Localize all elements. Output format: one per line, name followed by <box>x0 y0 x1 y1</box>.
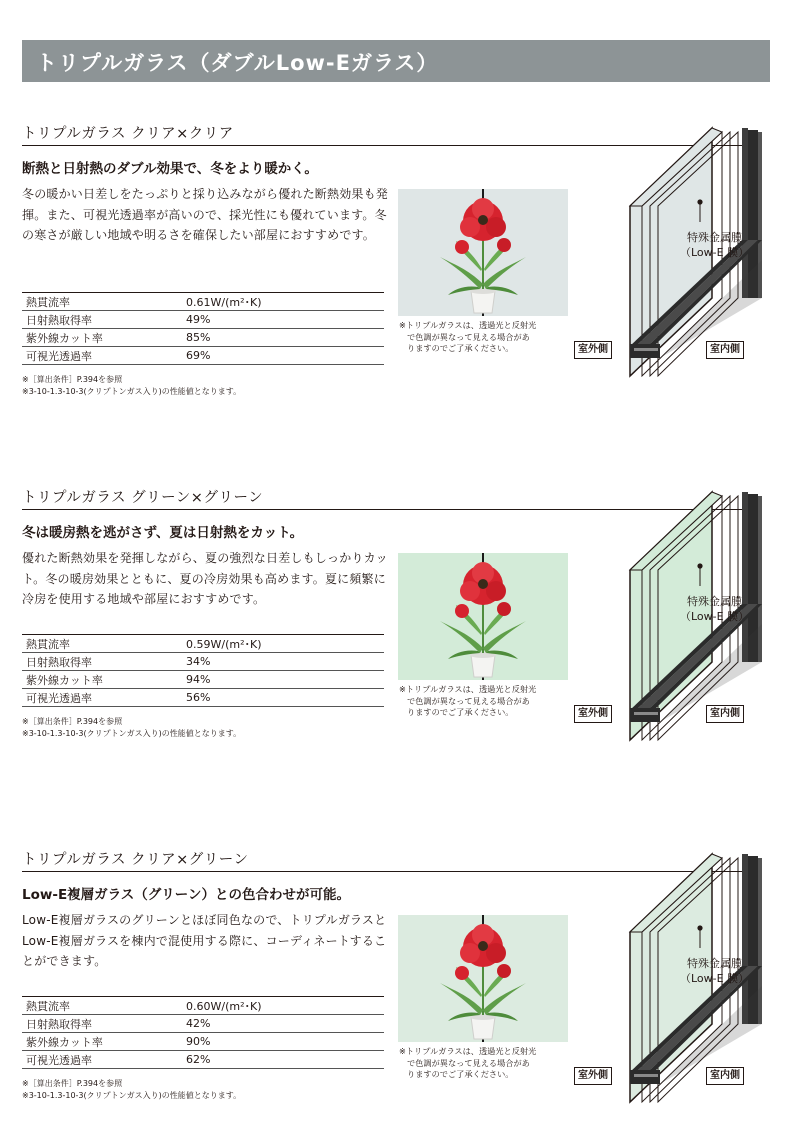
indoor-side-label: 室内側 <box>706 705 744 723</box>
spec-value: 56% <box>182 689 384 707</box>
spec-value: 85% <box>182 329 384 347</box>
spec-label: 可視光透過率 <box>22 689 182 707</box>
spec-table <box>22 292 384 365</box>
film-label-line: 特殊金属膜 <box>687 595 743 608</box>
spec-label: 可視光透過率 <box>22 347 182 365</box>
note-performance: ※3-10-1.3-10-3(クリプトンガス入り)の性能値となります。 <box>22 387 242 396</box>
section-subtitle: 断熱と日射熱のダブル効果で、冬をより暖かく。 <box>22 161 318 177</box>
spec-label: 日射熱取得率 <box>22 1015 182 1033</box>
spec-row <box>22 671 384 689</box>
section-subtitle: Low-E複層ガラス（グリーン）との色合わせが可能。 <box>22 887 350 903</box>
spec-value: 62% <box>182 1051 384 1069</box>
section-clear-clear <box>0 122 800 422</box>
spec-table <box>22 996 384 1069</box>
note-performance: ※3-10-1.3-10-3(クリプトンガス入り)の性能値となります。 <box>22 729 242 738</box>
spec-label: 紫外線カット率 <box>22 671 182 689</box>
section-title: トリプルガラス クリア×グリーン <box>22 852 249 868</box>
film-label-line: （Low-E 膜） <box>680 972 750 985</box>
spec-label: 熱貫流率 <box>22 293 182 311</box>
caption-line: ※トリプルガラスは、透過光と反射光 <box>399 1046 537 1056</box>
flower-photo <box>398 553 568 680</box>
page-banner <box>22 40 770 82</box>
spec-table <box>22 634 384 707</box>
page-title: トリプルガラス（ダブルLow-Eガラス） <box>36 51 439 75</box>
caption-line: ※トリプルガラスは、透過光と反射光 <box>399 320 537 330</box>
spec-row <box>22 311 384 329</box>
section-green-green <box>0 486 800 786</box>
spec-value: 0.61W/(m²･K) <box>182 293 384 311</box>
film-label-line: 特殊金属膜 <box>687 231 743 244</box>
spec-value: 69% <box>182 347 384 365</box>
spec-row <box>22 997 384 1015</box>
film-label-line: （Low-E 膜） <box>680 246 750 259</box>
photo-caption <box>399 320 536 355</box>
caption-line: で色調が異なって見える場合があ <box>407 695 530 706</box>
note-calc-condition: ※［算出条件］P.394を参照 <box>22 375 123 384</box>
low-e-film-label <box>680 956 749 986</box>
spec-row <box>22 329 384 347</box>
photo-caption <box>399 1046 536 1081</box>
section-subtitle: 冬は暖房熱を逃がさず、夏は日射熱をカット。 <box>22 525 304 541</box>
flower-photo <box>398 915 568 1042</box>
outdoor-side-label: 室外側 <box>574 705 612 723</box>
caption-line: で色調が異なって見える場合があ <box>407 1057 530 1068</box>
spec-label: 紫外線カット率 <box>22 329 182 347</box>
caption-line: りますのでご了承ください。 <box>407 1069 514 1079</box>
indoor-side-label: 室内側 <box>706 1067 744 1085</box>
spec-value: 0.59W/(m²･K) <box>182 635 384 653</box>
section-title: トリプルガラス グリーン×グリーン <box>22 490 264 506</box>
section-body-text: Low-E複層ガラスのグリーンとほぼ同色なので、トリプルガラスとLow-E複層ガラスを棟内で混使用する際に、コーディネートすることができます。 <box>22 913 387 968</box>
spec-row <box>22 1051 384 1069</box>
spec-row <box>22 635 384 653</box>
spec-value: 94% <box>182 671 384 689</box>
spec-value: 0.60W/(m²･K) <box>182 997 384 1015</box>
spec-value: 49% <box>182 311 384 329</box>
spec-label: 可視光透過率 <box>22 1051 182 1069</box>
indoor-side-label: 室内側 <box>706 341 744 359</box>
outdoor-side-label: 室外側 <box>574 341 612 359</box>
spec-label: 日射熱取得率 <box>22 311 182 329</box>
spec-row <box>22 653 384 671</box>
spec-label: 日射熱取得率 <box>22 653 182 671</box>
spec-row <box>22 293 384 311</box>
section-body-text: 優れた断熱効果を発揮しながら、夏の強烈な日差しもしっかりカット。冬の暖房効果とともに、夏の冷房効果も高めます。夏に頻繁に冷房を使用する地域や部屋におすすめです。 <box>22 551 388 606</box>
spec-label: 紫外線カット率 <box>22 1033 182 1051</box>
spec-row <box>22 1033 384 1051</box>
spec-value: 34% <box>182 653 384 671</box>
spec-notes <box>22 1078 241 1102</box>
spec-label: 熱貫流率 <box>22 635 182 653</box>
spec-value: 90% <box>182 1033 384 1051</box>
caption-line: で色調が異なって見える場合があ <box>407 331 530 342</box>
low-e-film-label <box>680 230 749 260</box>
flower-photo <box>398 189 568 316</box>
spec-notes <box>22 716 241 740</box>
section-body-text: 冬の暖かい日差しをたっぷりと採り込みながら優れた断熱効果も発揮。また、可視光透過率が高いので、採光性にも優れています。冬の寒さが厳しい地域や明るさを確保したい部屋におすすめです。 <box>22 187 389 242</box>
note-performance: ※3-10-1.3-10-3(クリプトンガス入り)の性能値となります。 <box>22 1091 242 1100</box>
photo-caption <box>399 684 536 719</box>
note-calc-condition: ※［算出条件］P.394を参照 <box>22 717 123 726</box>
spec-notes <box>22 374 241 398</box>
caption-line: ※トリプルガラスは、透過光と反射光 <box>399 684 537 694</box>
caption-line: りますのでご了承ください。 <box>407 343 514 353</box>
section-title: トリプルガラス クリア×クリア <box>22 126 234 142</box>
low-e-film-label <box>680 594 749 624</box>
spec-row <box>22 689 384 707</box>
caption-line: りますのでご了承ください。 <box>407 707 514 717</box>
spec-value: 42% <box>182 1015 384 1033</box>
spec-row <box>22 347 384 365</box>
spec-row <box>22 1015 384 1033</box>
note-calc-condition: ※［算出条件］P.394を参照 <box>22 1079 123 1088</box>
section-clear-green <box>0 848 800 1148</box>
film-label-line: 特殊金属膜 <box>687 957 743 970</box>
film-label-line: （Low-E 膜） <box>680 610 750 623</box>
spec-label: 熱貫流率 <box>22 997 182 1015</box>
outdoor-side-label: 室外側 <box>574 1067 612 1085</box>
